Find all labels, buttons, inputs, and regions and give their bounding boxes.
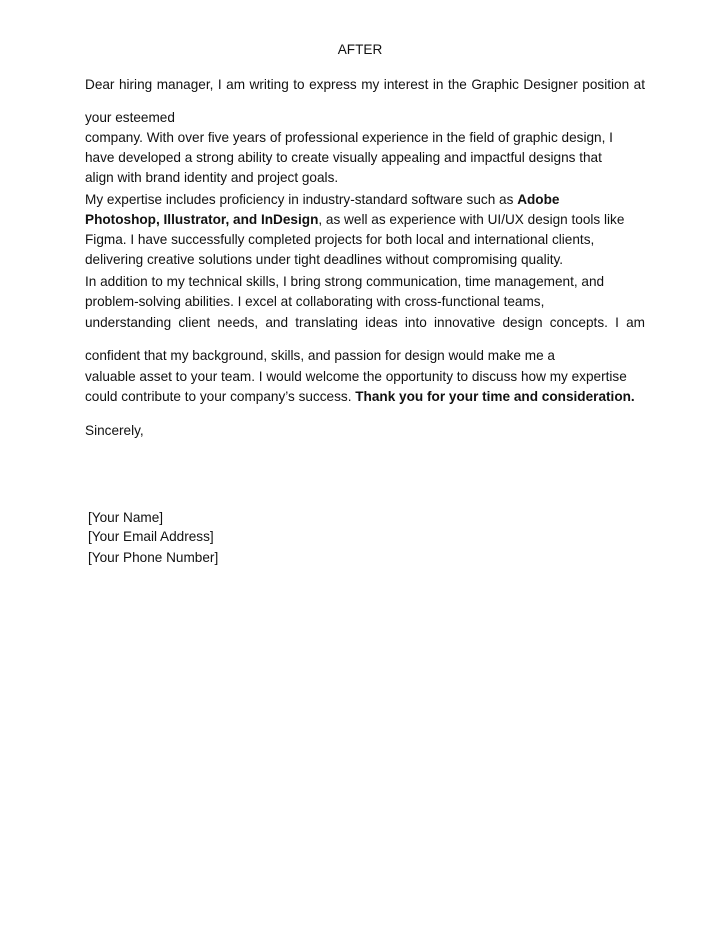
bold-text: Photoshop, Illustrator, and InDesign — [85, 212, 319, 227]
line-text: My expertise includes proficiency in industry-standard software such as — [85, 192, 518, 207]
line-text: could contribute to your company’s success. — [85, 389, 356, 404]
body-line — [85, 212, 624, 228]
body-line: align with brand identity and project goals. — [85, 170, 339, 185]
body-line: company. With over five years of professional experience in the field of graphic design, I — [85, 130, 613, 145]
body-line: valuable asset to your team. I would welcome the opportunity to discuss how my expertise — [85, 369, 627, 384]
line-text: , as well as experience with UI/UX design tools like — [318, 212, 625, 227]
body-line: understanding client needs, and translating ideas into innovative design concepts. I am — [85, 315, 645, 330]
closing: Sincerely, — [85, 423, 144, 438]
body-line: problem-solving abilities. I excel at collaborating with cross-functional teams, — [85, 294, 545, 309]
body-line: have developed a strong ability to create visually appealing and impactful designs that — [85, 150, 602, 165]
body-line: your esteemed — [85, 110, 175, 125]
body-line — [85, 389, 635, 405]
signature-phone: [Your Phone Number] — [88, 550, 219, 565]
body-line: In addition to my technical skills, I bring strong communication, time management, and — [85, 274, 605, 289]
body-line — [85, 192, 559, 208]
signature-name: [Your Name] — [88, 510, 164, 525]
body-line: confident that my background, skills, and passion for design would make me a — [85, 348, 555, 363]
signature-email: [Your Email Address] — [88, 529, 214, 544]
bold-text: Thank you for your time and consideration. — [355, 389, 635, 404]
body-line: Figma. I have successfully completed projects for both local and international clients, — [85, 232, 595, 247]
bold-text: Adobe — [517, 192, 560, 207]
document-heading: AFTER — [337, 42, 383, 57]
body-line: Dear hiring manager, I am writing to express my interest in the Graphic Designer position at — [85, 77, 645, 92]
body-line: delivering creative solutions under tight deadlines without compromising quality. — [85, 252, 564, 267]
